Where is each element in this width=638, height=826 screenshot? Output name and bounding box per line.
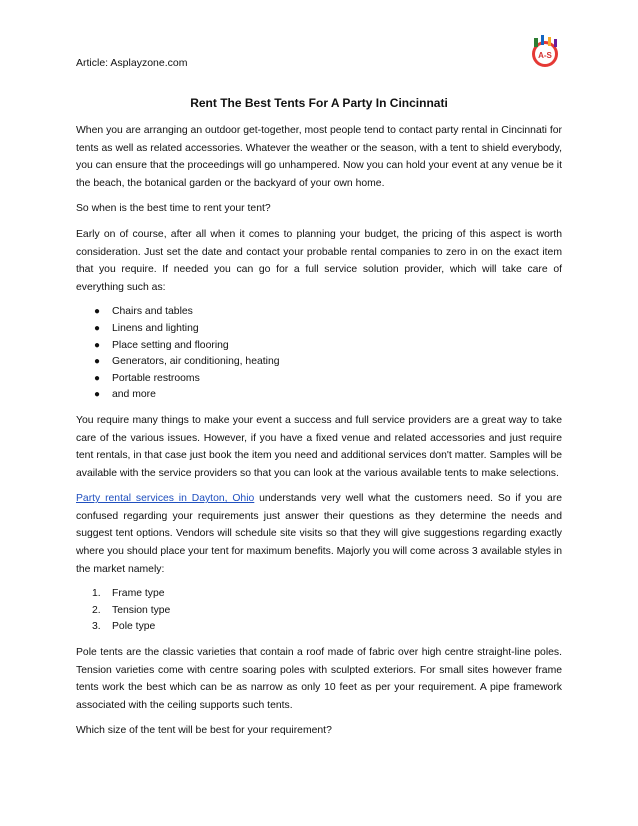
site-logo xyxy=(526,32,564,70)
services-list xyxy=(76,304,562,404)
article-body xyxy=(76,95,562,748)
article-title: Rent The Best Tents For A Party In Cincinnati xyxy=(190,96,448,110)
list-item: 2. Tension type xyxy=(92,604,171,616)
paragraph-3: Early on of course, after all when it comes to planning your budget, the pricing of this aspect is worth consideration. Just set the date and contact your probable rental companies to zero in on the exact item that you require. If needed you can go for a full service solution provider, which will take care of everything such as: xyxy=(76,228,562,293)
logo-text: A-S xyxy=(538,51,552,60)
tent-types-list xyxy=(76,586,562,636)
list-item: 3. Pole type xyxy=(92,621,156,633)
bullet-icon: ● xyxy=(94,389,101,401)
bullet-icon: ● xyxy=(94,356,101,368)
list-item: ● and more xyxy=(76,387,562,404)
paragraph-4: You require many things to make your event a success and full service providers are a great way to take care of the various issues. However, if you have a fixed venue and related accessories and just require tent rentals, in that case just book the item you need and additional services don't matter. Samples will be available with the service providers so that you can look at the various available tents to make selections. xyxy=(76,414,562,479)
bullet-icon: ● xyxy=(94,306,101,318)
paragraph-5: Party rental services in Dayton, Ohio understands very well what the customers need. So if you are confused regarding your requirements just answer their questions as they determine the needs and suggest tent options. Vendors will schedule site visits so that they will give suggestions regarding exactly where you should place your tent for maximum benefits. Majorly you will come across 3 available styles in the market namely: xyxy=(76,493,563,575)
bullet-icon: ● xyxy=(94,322,101,334)
list-item: ● Linens and lighting xyxy=(76,321,562,338)
list-item: ● Generators, air conditioning, heating xyxy=(76,354,562,371)
paragraph-6: Pole tents are the classic varieties that contain a roof made of fabric over high centre straight-line poles. Tension varieties come with centre soaring poles with sculpted exteriors. For small sites however frame tents work the best which can be as narrow as only 10 feet as per your requirement. A pipe framework associated with the ceiling supports such tents. xyxy=(76,647,562,711)
dayton-party-rental-link[interactable]: Party rental services in Dayton, Ohio xyxy=(76,493,255,505)
paragraph-7: Which size of the tent will be best for your requirement? xyxy=(76,725,332,737)
bullet-icon: ● xyxy=(94,372,101,384)
list-item: ● Portable restrooms xyxy=(76,371,562,388)
list-item: ● Chairs and tables xyxy=(76,304,562,321)
paragraph-2: So when is the best time to rent your tent? xyxy=(76,203,271,215)
paragraph-1: When you are arranging an outdoor get-together, most people tend to contact party rental in Cincinnati for tents as well as related accessories. Whatever the weather or the season, with a tent to shield everybody, you can ensure that the proceedings will go unhampered. Now you can hold your event at any venue be it the beach, the botanical garden or the backyard of your own home. xyxy=(76,125,562,189)
bullet-icon: ● xyxy=(94,339,101,351)
header-text: Article: Asplayzone.com xyxy=(76,57,188,69)
list-item: 1. Frame type xyxy=(92,588,165,600)
list-item: ● Place setting and flooring xyxy=(76,338,562,355)
